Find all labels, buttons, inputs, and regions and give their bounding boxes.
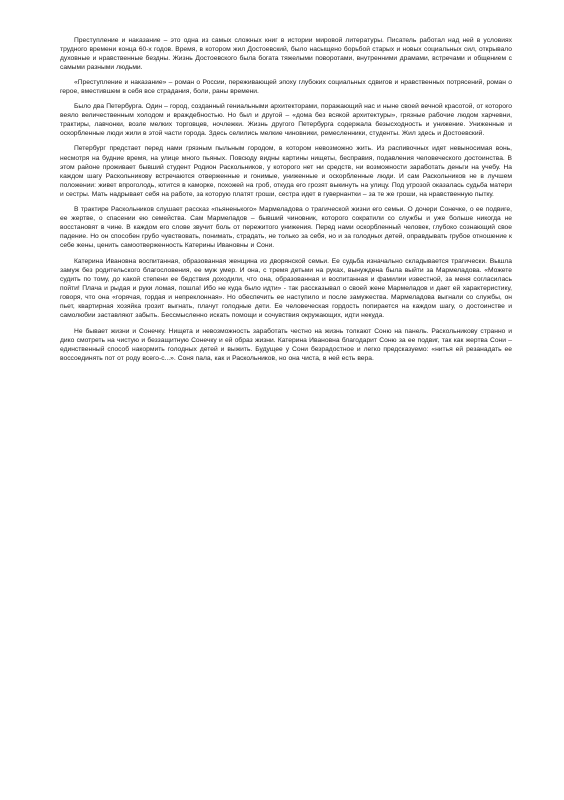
paragraph-1: Преступление и наказание – это одна из самых сложных книг в истории мировой литературы. Писатель работал над ней в условиях трудного времени конца 60-х годов. Время, в котором жил Достоевский, было насыщено борьбой старых и новых социальных сил, открывало духовные и нравственные бездны. Жизнь Достоевского была богата тяжелыми поворотами, внутренними драмами, встречами и общением с самыми разными людьми. [60,37,512,72]
paragraph-3: Было два Петербурга. Один – город, созданный гениальными архитекторами, поражающий нас и ныне своей вечной красотой, от которого веяло величественным холодом и враждебностью. Но был и другой – «дома без всякой архитектуры», грязные рабочие людом харчевни, трактиры, лавчонки, возле мелких торговцев, ночлежки. Жизнь другого Петербурга содержала безысходность и унижение. Униженные и оскорбленные люди жили в этой части города. Здесь селились мелкие чиновники, ремесленники, студенты. Жил здесь и Достоевский. [60,103,512,138]
paragraph-7: Не бывает жизни и Сонечку. Нищета и невозможность заработать честно на жизнь толкают Соню на панель. Раскольникову странно и дико смотреть на чистую и беззащитную Сонечку и ей образ жизни. Катерина Ивановна благодарит Соню за ее подвиг, так как жертва Сони – единственный способ накормить голодных детей и выжить. Будущее у Сони безрадостное и легко предсказуемо: «нитья ей резанадать ее воссоединять пот от роду всего-с...». Соня пала, как и Раскольников, но она чиста, в ней есть вера. [60,328,512,363]
paragraph-2: «Преступление и наказание» – роман о России, переживающей эпоху глубоких социальных сдвигов и нравственных потрясений, роман о герое, вместившем в себя все страдания, боли, раны времени. [60,79,512,96]
paragraph-6: Катерина Ивановна воспитанная, образованная женщина из дворянской семьи. Ее судьба изначально складывается трагически. Вышла замуж без родительского благословения, ее муж умер. И она, с тремя детьми на руках, вынуждена была выйти за Мармеладова. «Можете судить по тому, до какой степени ее бедствия доходили, что она, образованная и воспитанная и фамилии известной, за меня согласилась пойти! Плача и рыдая и руки ломая, пошла! Ибо не куда было идти» - так рассказывал о своей жене Мармеладов и дает ей характеристику, говоря, что она «горячая, гордая и непреклонная». Но обеспечить ее наступило и после замужества. Мармеладова выгнали со службы, он пьет, квартирная хозяйка грозит выгнать, плачут голодные дети. Ее человеческая гордость попирается на каждом шагу, о достоинстве и самолюбии заставляют забыть. Бессмысленно искать помощи и сочувствия окружающих, идти некуда. [60,257,512,320]
paragraph-5: В трактире Раскольников слушает рассказ «пьяненького» Мармеладова о трагической жизни его семьи. О дочери Сонечке, о ее подвиге, ее жертве, о спасении ею семейства. Сам Мармеладов – бывший чиновник, которого сократили со службы и уже больше никогда не восстановят в чине. В каждом его слове звучит боль от пережитого унижения. Перед нами оскорбленный человек, глубоко сознающий свое падение. Но он способен грубо чувствовать, понимать, страдать, не только за себя, но и за голодных детей, оправдывать грубое отношение к себе жены, ценить самоотверженность Катерины Ивановны и Сони. [60,205,512,249]
paragraph-4: Петербург предстает перед нами грязным пыльным городом, в котором невозможно жить. Из распивочных идет невыносимая вонь, несмотря на будние время, на улице много пьяных. Повсюду видны картины нищеты, бесправия, подавления человеческого достоинства. В этом районе проживает бывший студент Родион Раскольников, у которого нет ни средств, ни возможности заработать деньги на учебу. На каждом шагу Раскольникову встречаются отверженные и гонимые, униженные и оскорбленные люди. И сам Раскольников не в лучшем положении: живет впроголодь, ютится в каморке, похожей на гроб, откуда его грозят выкинуть на улицу. Под угрозой оказалась судьба матери и сестры. Мать надрывает себя на работе, за которую платят гроши, сестра идет в гувернантки – за те же гроши, на нравственную пытку. [60,145,512,198]
